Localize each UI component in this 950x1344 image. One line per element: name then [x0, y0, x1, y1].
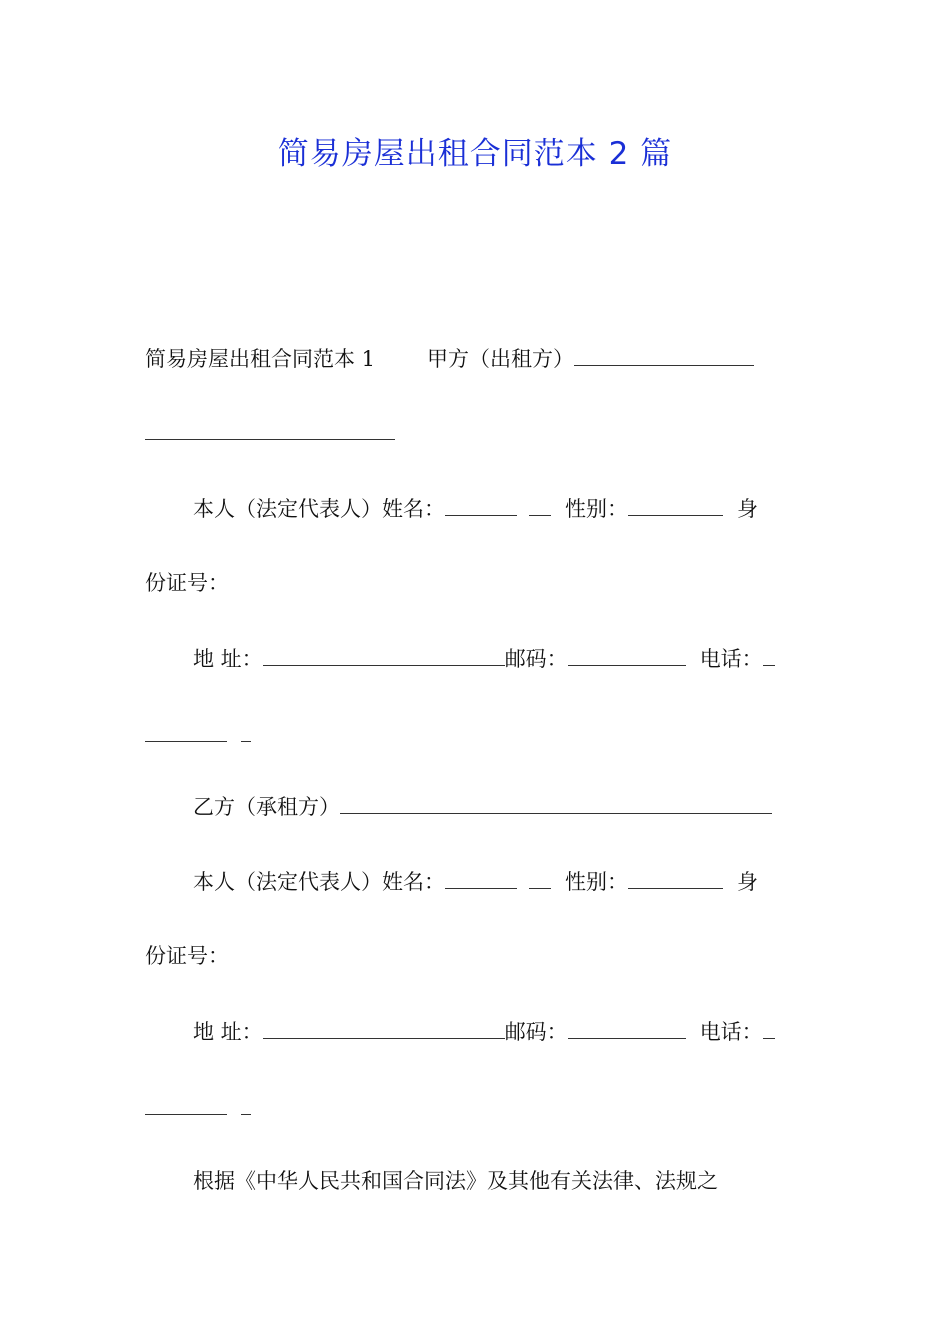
party-a-blank-2[interactable]: [145, 419, 395, 440]
party-b-line: [193, 792, 772, 822]
gender-blank[interactable]: [628, 495, 723, 516]
id-label-start: 身: [737, 870, 758, 894]
gender-label: 性别：: [565, 870, 628, 894]
gender-label: 性别：: [565, 497, 628, 521]
party-a-name-line: [193, 494, 758, 524]
phone-label: 电话：: [699, 1020, 763, 1044]
postcode-blank[interactable]: [568, 1018, 686, 1039]
phone-blank-2[interactable]: [145, 721, 227, 742]
name-blank-2[interactable]: [529, 495, 551, 516]
name-label: 本人（法定代表人）姓名：: [193, 870, 445, 894]
party-a-line: [145, 344, 754, 374]
party-a-id-line: [145, 568, 229, 598]
name-blank[interactable]: [445, 868, 517, 889]
party-b-label: 乙方（承租方）: [193, 795, 340, 819]
section-heading: 简易房屋出租合同范本 1: [145, 347, 376, 371]
id-label-start: 身: [737, 497, 758, 521]
phone-label: 电话：: [699, 647, 763, 671]
address-blank[interactable]: [263, 1018, 505, 1039]
name-blank-2[interactable]: [529, 868, 551, 889]
party-b-phone-continued: [145, 1093, 251, 1123]
phone-blank[interactable]: [763, 1018, 775, 1039]
postcode-label: 邮码：: [504, 647, 568, 671]
party-b-name-line: [193, 867, 758, 897]
name-label: 本人（法定代表人）姓名：: [193, 497, 445, 521]
name-blank[interactable]: [445, 495, 517, 516]
party-a-address-line: [193, 644, 775, 674]
phone-blank[interactable]: [763, 645, 775, 666]
id-label: 份证号：: [145, 571, 229, 595]
phone-blank-3[interactable]: [241, 1094, 251, 1115]
party-a-phone-continued: [145, 720, 251, 750]
party-b-blank[interactable]: [340, 793, 772, 814]
id-label: 份证号：: [145, 944, 229, 968]
address-blank[interactable]: [263, 645, 505, 666]
postcode-label: 邮码：: [504, 1020, 568, 1044]
postcode-blank[interactable]: [568, 645, 686, 666]
party-b-id-line: [145, 941, 229, 971]
address-label: 地 址：: [193, 1020, 263, 1044]
legal-basis-paragraph: 根据《中华人民共和国合同法》及其他有关法律、法规之: [193, 1169, 718, 1193]
phone-blank-2[interactable]: [145, 1094, 227, 1115]
address-label: 地 址：: [193, 647, 263, 671]
party-a-label: 甲方（出租方）: [427, 347, 575, 371]
gender-blank[interactable]: [628, 868, 723, 889]
document-title: 简易房屋出租合同范本 2 篇: [277, 136, 673, 172]
party-a-blank-continued: [145, 418, 395, 448]
party-a-blank[interactable]: [574, 345, 754, 366]
party-b-address-line: [193, 1017, 775, 1047]
phone-blank-3[interactable]: [241, 721, 251, 742]
